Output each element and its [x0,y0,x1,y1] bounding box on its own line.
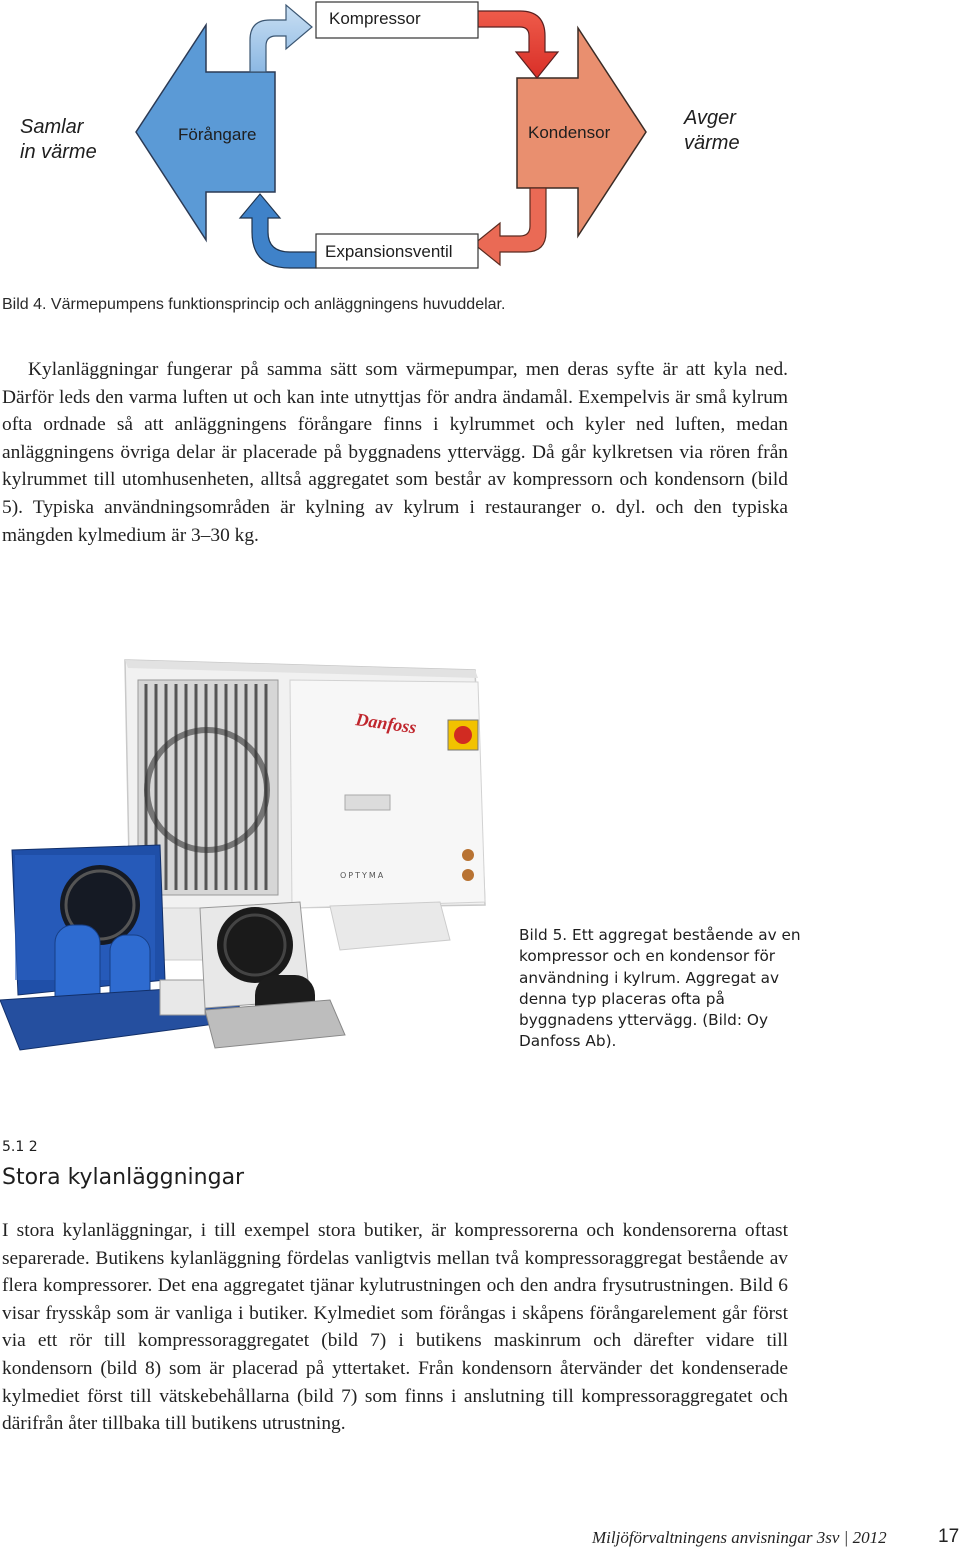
section-title: Stora kylanläggningar [2,1165,245,1190]
expansion-valve-label: Expansionsventil [325,242,453,261]
evaporator-label: Förångare [178,125,257,144]
footer-text: Miljöförvaltningens anvisningar 3sv | 2012 [592,1528,887,1547]
release-heat-label-2: värme [684,132,740,154]
collect-heat-label-2: in värme [20,141,97,163]
body-paragraph-2: I stora kylanläggningar, i till exempel stora butiker, är kompressorerna och kondensorerna oftast separerade. Butikens kylanläggning fördelas vanligtvis mellan två kompressoraggregat bestående av flera kompressorer. Det ena aggregatet tjänar kylutrustningen och den andra frysutrustningen. Bild 6 visar frysskåp som är vanliga i butiker. Kylmediet som förångas i skåpens förångarelement går först via ett rör till kompressoraggregatet (bild 7) i butikens maskinrum och därefter vidare till kondensorn (bild 8) som är placerad på yttertaket. Från kondensorn återvänder det kondenserade kylmediet först till vätskebehållarna (bild 7) som finns i anslutning till kompressoraggregatet och därifrån åter tillbaka till butikens utrustning. [2,1220,788,1435]
section-number: 5.1 2 [2,1139,38,1155]
flow-arrow-to-evaporator [240,194,316,268]
heat-pump-diagram [0,0,960,290]
page-number: 17 [938,1526,960,1547]
compressor-label: Kompressor [329,9,421,28]
figure-5-caption: Bild 5. Ett aggregat bestående av en kompressor och en kondensor för användning i kylrum. Aggregat av denna typ placeras ofta på byggnadens yttervägg. (Bild: Oy Danfoss Ab). [519,926,801,1051]
condensing-unit-photo [0,640,520,1060]
figure-4-caption: Bild 4. Värmepumpens funktionsprincip och anläggningens huvuddelar. [2,296,506,313]
flow-arrow-to-expansion-valve [474,188,546,265]
collect-heat-label-1: Samlar [20,116,84,138]
flow-arrow-to-compressor [250,5,312,72]
condenser-label: Kondensor [528,123,611,142]
danfoss-logo: Danfoss [354,709,418,738]
body-paragraph-1: Kylanläggningar fungerar på samma sätt som värmepumpar, men deras syfte är att kyla ned. Därför leds den varma luften ut och kan inte utnyttjas för andra ändamål. Exempelvis är små kylrum ofta ordnade så att anläggningens förångare finns i kylrummet och kyler ned luften, medan anläggningens övriga delar är placerade på byggnadens yttervägg. Då går kylkretsen via rören från kylrummet till utomhusenheten, alltså aggregatet som består av kompressorn och kondensorn (bild 5). Typiska användningsområden är kylning av kylrum i restauranger o. dyl. och den typiska mängden kylmedium är 3–30 kg. [2,359,788,546]
flow-arrow-to-condenser [478,11,558,78]
release-heat-label-1: Avger [684,107,736,129]
optyma-label: OPTYMA [340,871,386,880]
